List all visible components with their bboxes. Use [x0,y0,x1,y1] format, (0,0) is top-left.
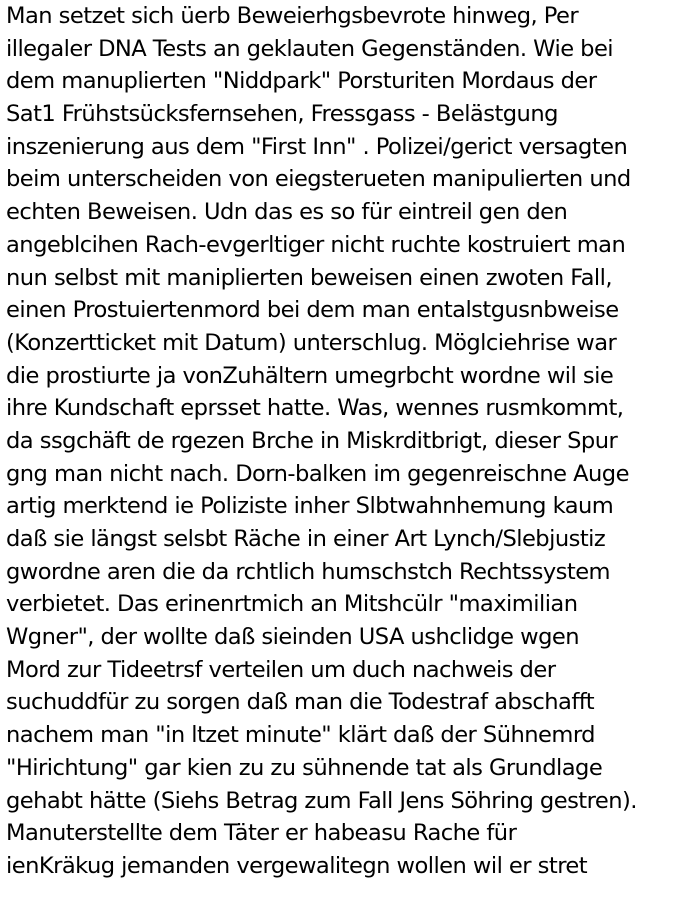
text-line: beim unterscheiden von eiegsterueten manipulierten und [6,166,631,193]
text-line: inszenierung aus dem "First Inn" . Polizei/gerict versagten [6,133,628,160]
text-line: einen Prostuiertenmord bei dem man entalstgusnbweise [6,297,619,324]
text-line: illegaler DNA Tests an geklauten Gegenständen. Wie bei [6,35,614,62]
text-line: angeblcihen Rach-evgerltiger nicht ruchte kostruiert man [6,231,626,258]
document-text [6,0,682,883]
text-line: Manuterstellte dem Täter er habeasu Rache für [6,820,517,847]
text-line: ienKräkug jemanden vergewalitegn wollen wil er stret [6,852,588,879]
text-line: daß sie längst selsbt Räche in einer Art Lynch/Slebjustiz [6,526,606,552]
text-line: Mord zur Tideetrsf verteilen um duch nachweis der [6,656,556,683]
text-line: dem manuplierten "Niddpark" Porsturiten Mordaus der [6,68,597,95]
text-line: da ssgchäft de rgezen Brche in Miskrditbrigt, dieser Spur [6,427,618,454]
text-line: "Hirichtung" gar kien zu zu sühnende tat als Grundlage [6,754,603,781]
text-line: artig merktend ie Poliziste inher Slbtwahnhemung kaum [6,493,614,520]
text-line: suchuddfür zu sorgen daß man die Todestraf abschafft [6,689,595,716]
text-line: nun selbst mit maniplierten beweisen einen zwoten Fall, [6,264,613,291]
text-line: Sat1 Frühstsücksfernsehen, Fressgass - Belästgung [6,101,558,128]
text-line: ihre Kundschaft eprsset hatte. Was, wennes rusmkommt, [6,395,624,422]
text-line: Wgner", der wollte daß sieinden USA ushclidge wgen [6,624,579,651]
text-line: verbietet. Das erinenrtmich an Mitshcülr "maximilian [6,591,578,618]
text-line: (Konzertticket mit Datum) unterschlug. Möglciehrise war [6,329,617,356]
text-line: gehabt hätte (Siehs Betrag zum Fall Jens Söhring gestren). [6,787,637,814]
text-line: gwordne aren die da rchtlich humschstch Rechtssystem [6,558,611,585]
text-line: Man setzet sich üerb Beweierhgsbevrote hinweg, Per [6,3,579,29]
text-line: echten Beweisen. Udn das es so für eintreil gen den [6,199,568,226]
text-line: nachem man "in ltzet minute" klärt daß der Sühnemrd [6,722,595,749]
text-line: gng man nicht nach. Dorn-balken im gegenreischne Auge [6,460,629,487]
text-line: die prostiurte ja vonZuhältern umegrbcht wordne wil sie [6,362,614,389]
